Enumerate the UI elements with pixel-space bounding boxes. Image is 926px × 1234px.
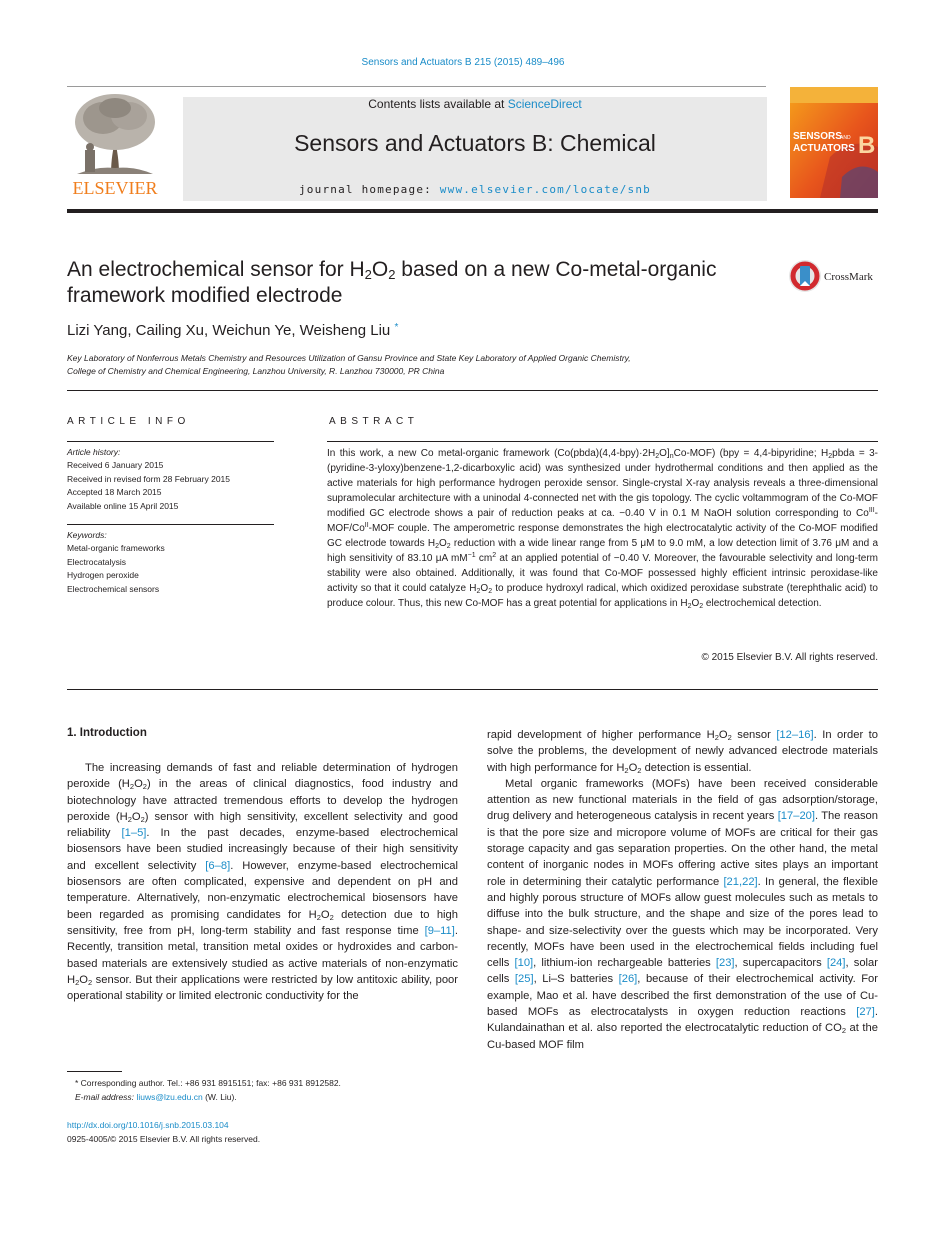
email-label: E-mail address: xyxy=(75,1091,135,1102)
copyright-notice: © 2015 Elsevier B.V. All rights reserved. xyxy=(701,652,878,663)
contents-prefix: Contents lists available at xyxy=(368,97,505,111)
history-heading: Article history: xyxy=(67,447,121,457)
email-link[interactable]: liuws@lzu.edu.cn xyxy=(136,1091,203,1102)
keyword-item: Metal-organic frameworks xyxy=(67,543,165,554)
keywords-heading: Keywords: xyxy=(67,530,107,540)
citation-link[interactable]: [17–20] xyxy=(777,810,816,823)
article-title: An electrochemical sensor for $H_2O_2$ based on a new Co-metal-organic framework modified electrode xyxy=(67,258,717,307)
footnote xyxy=(75,1077,465,1104)
doi-link[interactable]: http://dx.doi.org/10.1016/j.snb.2015.03.104 xyxy=(67,1120,229,1130)
history-item: Received in revised form 28 February 2015 xyxy=(67,473,230,484)
body-column-right xyxy=(487,727,878,1053)
abstract-heading: ABSTRACT xyxy=(329,416,419,427)
svg-text:ELSEVIER: ELSEVIER xyxy=(72,178,158,198)
keyword-item: Electrocatalysis xyxy=(67,556,127,567)
citation-link[interactable]: [25] xyxy=(514,973,534,986)
footnote-rule xyxy=(67,1071,122,1072)
svg-text:AND: AND xyxy=(840,135,851,141)
journal-reference[interactable]: Sensors and Actuators B 215 (2015) 489–496 xyxy=(361,57,565,68)
citation-link[interactable]: [21,22] xyxy=(723,875,758,888)
crossmark-icon xyxy=(788,258,878,294)
svg-text:ACTUATORS: ACTUATORS xyxy=(793,143,855,154)
journal-name[interactable]: Sensors and Actuators B: Chemical xyxy=(294,130,656,156)
contents-line xyxy=(183,97,767,111)
homepage-prefix: journal homepage: xyxy=(298,183,432,196)
citation-link[interactable]: [23] xyxy=(715,957,735,970)
citation-link[interactable]: [12–16] xyxy=(776,729,814,741)
homepage-line xyxy=(183,183,767,196)
masthead-top-rule xyxy=(67,86,766,87)
journal-cover-image xyxy=(790,87,878,198)
abstract-bottom-rule xyxy=(67,689,878,690)
elsevier-tree-icon xyxy=(67,88,163,200)
keyword-item: Hydrogen peroxide xyxy=(67,570,139,581)
citation-link[interactable]: [24] xyxy=(826,957,846,970)
keyword-item: Electrochemical sensors xyxy=(67,583,160,594)
body-paragraph: The increasing demands of fast and reliable determination of hydrogen peroxide $(H_2O_2)$ in the areas of clinical diagnostics, food industry and biotechnology have attracted tremendous efforts to develop the hydrogen peroxide $(H_2O_2)$ sensor with high sensitivity, excellent selectivity and good reliability [1–5]. In the past decades, enzyme-based electrochemical biosensors have been studied increasingly because of their high sensitivity and excellent selectivity [6–8]. However, enzyme-based electrochemical biosensors are often complicated, expensive and dependent on pH and temperature. Alternatively, non-enzymatic electrochemical biosensors have been regarded as promising candidates for $H_2O_2$ detection due to high sensitivity, free from pH, long-term stability and fast response time [9–11]. Recently, transition metal, transition metal oxides or hydroxides and carbon-based materials are extensively studied as active materials of non-enzymatic $H_2O_2$ sensor. But their applications were restricted by low antitoxic ability, poor operational stability or limited electronic conductivity for the xyxy=(67,762,459,1003)
citation-link[interactable]: [6–8] xyxy=(205,859,231,872)
article-info-rule xyxy=(67,441,274,442)
body-column-left xyxy=(67,760,458,1004)
history-item: Accepted 18 March 2015 xyxy=(67,487,162,498)
svg-text:B: B xyxy=(858,132,876,159)
affiliation-line: College of Chemistry and Chemical Engineering, Lanzhou University, R. Lanzhou 730000, PR China xyxy=(67,366,445,376)
email-suffix: (W. Liu). xyxy=(202,1091,237,1102)
keywords xyxy=(67,529,274,596)
journal-cover[interactable] xyxy=(790,87,878,198)
svg-text:SENSORS: SENSORS xyxy=(793,131,842,142)
citation-link[interactable]: [27] xyxy=(856,1006,875,1019)
issn-line: 0925-4005/© 2015 Elsevier B.V. All rights reserved. xyxy=(67,1133,261,1144)
affiliation xyxy=(67,352,878,378)
keywords-rule xyxy=(67,524,274,525)
homepage-link[interactable]: www.elsevier.com/locate/snb xyxy=(439,183,652,196)
email-line xyxy=(75,1091,465,1105)
corresponding-author-mark[interactable]: * xyxy=(394,322,399,333)
citation-link[interactable]: [26] xyxy=(618,973,638,986)
article-info-heading: ARTICLE INFO xyxy=(67,416,190,427)
body-paragraph: Metal organic frameworks (MOFs) have been received considerable attention as new functional materials in the field of gas adsorption/storage, drug delivery and heterogeneous catalysis in recent years [17–20]. The reason is that the pore size and micropore volume of MOFs are critical for their gas storage capacity and gas separation properties. On the other hand, the metal content of inorganic nodes in MOFs offering active sites plays an important role in determining their catalytic performance [21,22]. In general, the flexible and highly porous structure of MOFs allow guest molecules such as metals to diffuse into the bulk structure, and the shape and size of the pores lead to shape- and size-selectivity over the guests which may be incorporated. Very recently, MOFs have been used in the electrochemical fields including fuel cells [10], lithium-ion rechargeable batteries [23], supercapacitors [24], solar cells [25], Li–S batteries [26], because of their electrochemical activity. For example, Mao et al. have described the first demonstration of the use of Cu-based MOFs as electrocatalysts in oxygen reduction reactions [27]. Kulandainathan et al. also reported the electrocatalytic reduction of $CO_2$ at the Cu-based MOF film xyxy=(487,777,878,1051)
abstract-rule xyxy=(327,441,878,442)
affiliation-line: Key Laboratory of Nonferrous Metals Chemistry and Resources Utilization of Gansu Province and State Key Laboratory of Applied Organic Chemistry, xyxy=(67,353,631,363)
title-divider xyxy=(67,390,878,391)
citation-link[interactable]: [9–11] xyxy=(424,924,455,937)
citation-link[interactable]: [10] xyxy=(514,957,534,970)
history-item: Received 6 January 2015 xyxy=(67,460,164,471)
masthead-bottom-rule xyxy=(67,209,878,213)
article-history xyxy=(67,446,274,513)
elsevier-logo[interactable] xyxy=(67,88,163,200)
author-list: Lizi Yang, Cailing Xu, Weichun Ye, Weisheng Liu xyxy=(67,322,391,339)
svg-text:CrossMark: CrossMark xyxy=(824,271,873,283)
section-heading-introduction: 1. Introduction xyxy=(67,727,147,739)
authors xyxy=(67,322,398,339)
sciencedirect-link[interactable]: ScienceDirect xyxy=(507,97,582,111)
crossmark-badge[interactable] xyxy=(788,258,878,294)
corresponding-author-note: * Corresponding author. Tel.: +86 931 8915151; fax: +86 931 8912582. xyxy=(75,1078,341,1088)
abstract-text: In this work, a new Co metal-organic framework $(Co(pbda)(4,4-bpy)\cdot 2H_2O]_nCo-MOF) (bpy$ = 4,4-bipyridine; $H_2pbda$ = 3-(pyridine-3-yloxy)benzene-1,2-dicarboxylic acid) was synthesized under hydrothermal conditions and then applied as the active materials for high performance hydrogen peroxide sensor. Single-crystal X-ray analysis reveals a three-dimensional supramolecular architecture with a uninodal 4-connected net with the gis topology. The cyclic voltammogram of the Co-MOF modified GC electrode shows a pair of reduction peaks at ca. −0.40 V in 0.1 M NaOH solution corresponding to $Co^{III}-MOF/Co^{II}$-MOF couple. The amperometric response demonstrates the high electrocatalytic activity of the Co-MOF modified GC electrode towards $H_2O_2$ reduction with a wide linear range from 5 μM to 9.0 mM, a low detection limit of 3.76 μM and a high sensitivity of 83.10 μA $mM^{-1}$ $cm^2$ at an applied potential of −0.40 V. Moreover, the favourable selectivity and long-term stability were also obtained. Additionally, it was found that Co-MOF possessed highly efficient intrinsic peroxidase-like activity so that it could catalyze $H_2O_2$ to produce hydroxyl radical, which oxidized peroxidase substrate (terephthalic acid) to produce colour. Thus, this new Co-MOF has a great potential for applications in $H_2O_2$ electrochemical detection. xyxy=(327,448,879,610)
body-paragraph: rapid development of higher performance $H_2O_2$ sensor [12–16]. In order to solve the problems, the development of newly advanced electrode materials with high performance for $H_2O_2$ detection is essential. xyxy=(487,729,878,775)
citation-link[interactable]: [1–5] xyxy=(121,827,147,840)
history-item: Available online 15 April 2015 xyxy=(67,500,179,511)
doi-block xyxy=(67,1119,260,1146)
